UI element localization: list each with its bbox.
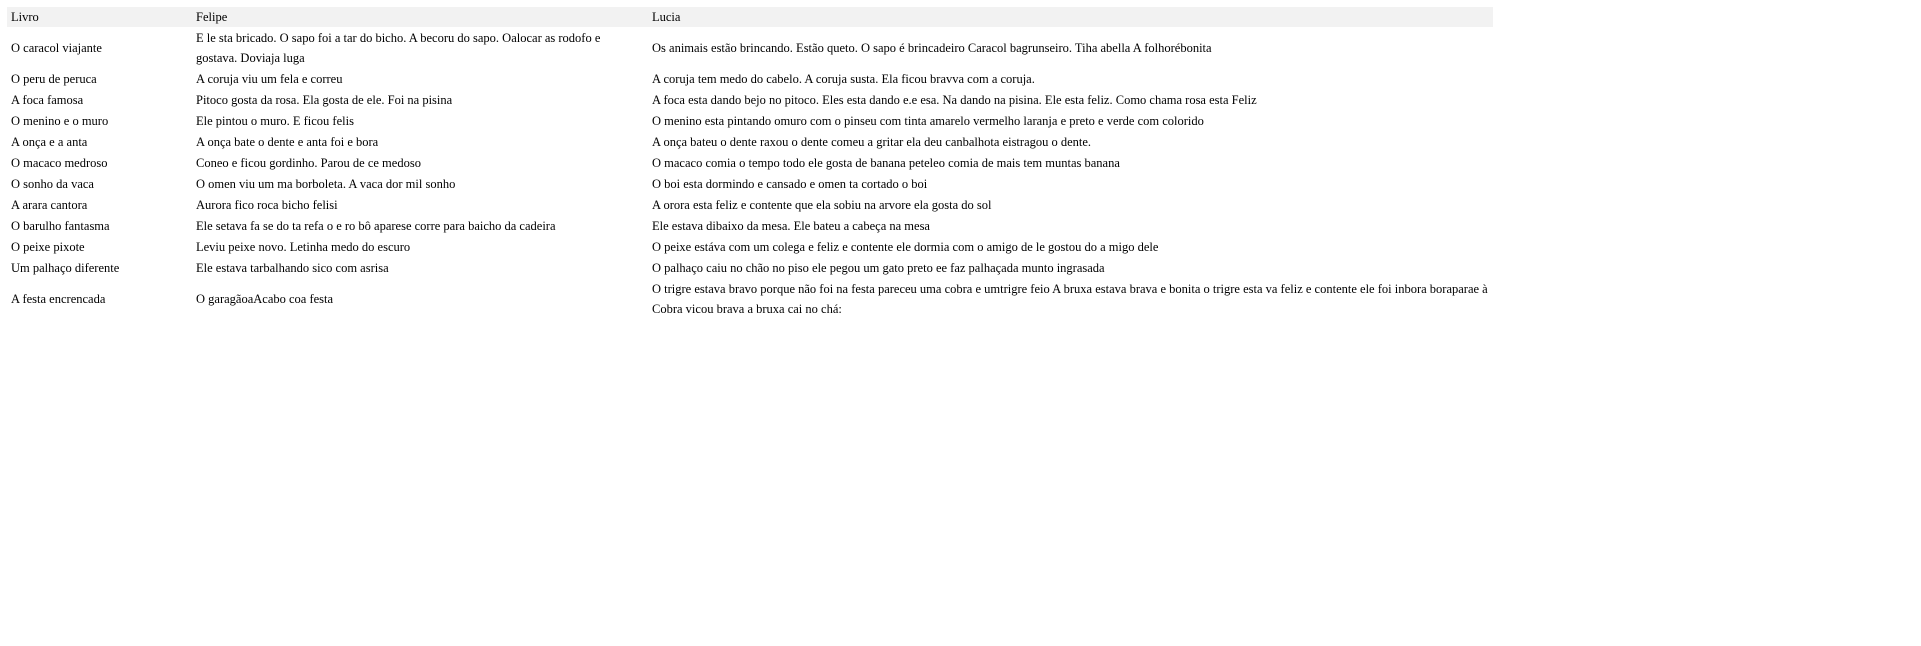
cell-felipe: E le sta bricado. O sapo foi a tar do bicho. A becoru do sapo. Oalocar as rodofo e gostava. Doviaja luga: [196, 31, 601, 65]
cell-felipe: Pitoco gosta da rosa. Ela gosta de ele. Foi na pisina: [196, 93, 453, 107]
cell-felipe: Ele estava tarbalhando sico com asrisa: [196, 261, 389, 275]
table-row: [7, 278, 1493, 319]
table-row: [7, 110, 1493, 131]
cell-felipe: Coneo e ficou gordinho. Parou de ce medoso: [196, 156, 421, 170]
cell-lucia: A coruja tem medo do cabelo. A coruja susta. Ela ficou bravva com a coruja.: [652, 72, 1035, 86]
cell-lucia: Ele estava dibaixo da mesa. Ele bateu a cabeça na mesa: [652, 219, 930, 233]
table-row: [7, 68, 1493, 89]
cell-livro: A foca famosa: [11, 93, 84, 107]
cell-lucia: O peixe estáva com um colega e feliz e contente ele dormia com o amigo de le gostou do a migo dele: [652, 240, 1159, 254]
table-row: [7, 131, 1493, 152]
cell-felipe: Leviu peixe novo. Letinha medo do escuro: [196, 240, 411, 254]
cell-lucia: O menino esta pintando omuro com o pinseu com tinta amarelo vermelho laranja e preto e verde com colorido: [652, 114, 1204, 128]
cell-livro: A festa encrencada: [11, 292, 106, 306]
column-header-felipe[interactable]: Felipe: [192, 7, 648, 27]
table-row: [7, 215, 1493, 236]
table-row: [7, 27, 1493, 68]
cell-lucia: A foca esta dando bejo no pitoco. Eles esta dando e.e esa. Na dando na pisina. Ele esta feliz. Como chama rosa esta Feliz: [652, 93, 1257, 107]
table-body: [7, 27, 1493, 319]
cell-lucia: Os animais estão brincando. Estão queto. O sapo é brincadeiro Caracol bagrunseiro. Tiha abella A folhorébonita: [652, 41, 1212, 55]
cell-lucia: O boi esta dormindo e cansado e omen ta cortado o boi: [652, 177, 928, 191]
cell-lucia: O macaco comia o tempo todo ele gosta de banana peteleo comia de mais tem muntas banana: [652, 156, 1120, 170]
cell-livro: O menino e o muro: [11, 114, 109, 128]
column-header-livro[interactable]: Livro: [7, 7, 192, 27]
cell-felipe: Ele pintou o muro. E ficou felis: [196, 114, 354, 128]
table-row: [7, 173, 1493, 194]
cell-livro: O peru de peruca: [11, 72, 97, 86]
cell-livro: O macaco medroso: [11, 156, 108, 170]
table-row: [7, 89, 1493, 110]
cell-livro: A arara cantora: [11, 198, 88, 212]
cell-felipe: O omen viu um ma borboleta. A vaca dor mil sonho: [196, 177, 456, 191]
cell-livro: O sonho da vaca: [11, 177, 94, 191]
table-row: [7, 236, 1493, 257]
cell-felipe: A onça bate o dente e anta foi e bora: [196, 135, 379, 149]
table-row: [7, 257, 1493, 278]
cell-livro: O peixe pixote: [11, 240, 85, 254]
data-table: [7, 7, 1493, 319]
cell-lucia: A onça bateu o dente raxou o dente comeu a gritar ela deu canbalhota eistragou o dente.: [652, 135, 1092, 149]
cell-livro: O caracol viajante: [11, 41, 102, 55]
cell-livro: O barulho fantasma: [11, 219, 110, 233]
cell-livro: Um palhaço diferente: [11, 261, 120, 275]
cell-felipe: Ele setava fa se do ta refa o e ro bô aparese corre para baicho da cadeira: [196, 219, 556, 233]
cell-livro: A onça e a anta: [11, 135, 88, 149]
table-row: [7, 152, 1493, 173]
header-row: [7, 7, 1493, 27]
cell-felipe: A coruja viu um fela e correu: [196, 72, 343, 86]
cell-lucia: A orora esta feliz e contente que ela sobiu na arvore ela gosta do sol: [652, 198, 992, 212]
cell-lucia: O palhaço caiu no chão no piso ele pegou um gato preto ee faz palhaçada munto ingrasada: [652, 261, 1105, 275]
cell-lucia: O trigre estava bravo porque não foi na festa pareceu uma cobra e umtrigre feio A bruxa estava brava e bonita o trigre esta va feliz e contente ele foi inbora boraparae à Cobra vicou brava a bruxa cai no chá:: [652, 282, 1488, 316]
column-header-lucia[interactable]: Lucia: [648, 7, 1493, 27]
cell-felipe: O garagãoaAcabo coa festa: [196, 292, 334, 306]
table-row: [7, 194, 1493, 215]
cell-felipe: Aurora fico roca bicho felisi: [196, 198, 338, 212]
